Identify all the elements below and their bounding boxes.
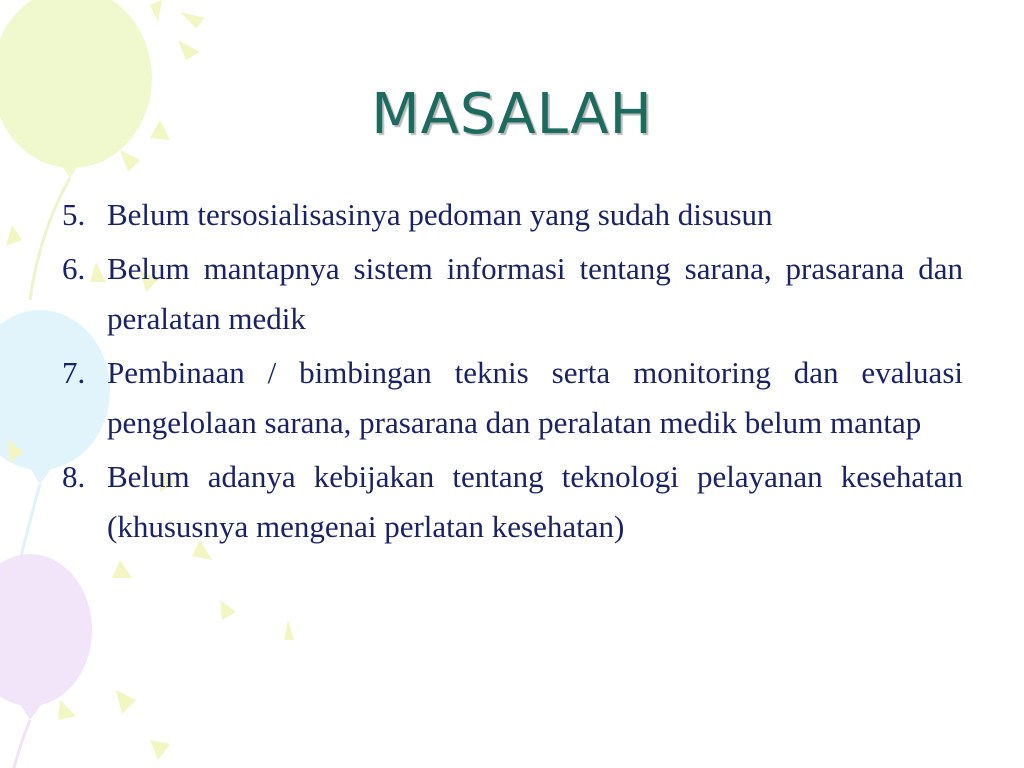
list-item bbox=[62, 244, 963, 344]
list-item bbox=[62, 190, 963, 240]
list-item bbox=[62, 348, 963, 448]
list-item-text: Pembinaan / bimbingan teknis serta monitoring dan evaluasi pengelolaan sarana, prasarana dan peralatan medik belum mantap bbox=[107, 355, 963, 440]
problem-list bbox=[62, 190, 963, 556]
list-item bbox=[62, 452, 963, 552]
list-item-number: 8. bbox=[62, 459, 86, 494]
list-item-text: Belum adanya kebijakan tentang teknologi pelayanan kesehatan (khususnya mengenai perlatan kesehatan) bbox=[107, 459, 963, 544]
list-item-text: Belum tersosialisasinya pedoman yang sudah disusun bbox=[107, 197, 773, 232]
list-item-number: 6. bbox=[62, 251, 86, 286]
slide-title: MASALAH bbox=[371, 82, 653, 147]
list-item-number: 5. bbox=[62, 197, 86, 232]
balloon-purple-icon bbox=[0, 554, 92, 706]
list-item-number: 7. bbox=[62, 355, 86, 390]
list-item-text: Belum mantapnya sistem informasi tentang sarana, prasarana dan peralatan medik bbox=[107, 251, 963, 336]
